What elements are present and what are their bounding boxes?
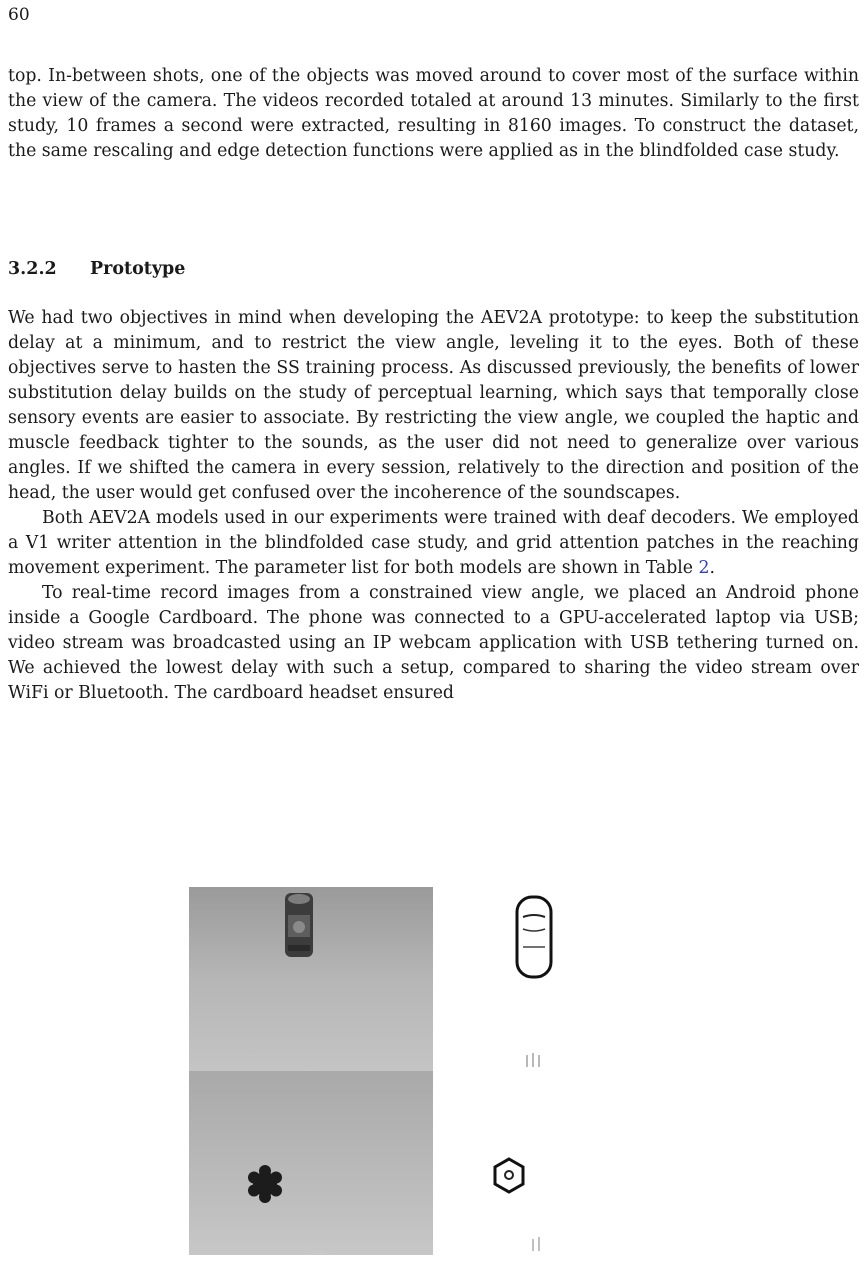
figure <box>189 887 679 1255</box>
paragraph-top <box>8 64 859 164</box>
gear-photo-image <box>189 1071 433 1255</box>
gear-edges-image <box>435 1071 679 1255</box>
paragraph-2 <box>8 506 859 581</box>
body-text <box>8 306 859 706</box>
table-reference-link[interactable]: 2 <box>698 558 710 578</box>
paragraph-text: top. In-between shots, one of the objects was moved around to cover most of the surface within the view of the camera. The videos recorded totaled at around 13 minutes. Similarly to the first study, 10 frames a second were extracted, resulting in 8160 images. To construct the dataset, the same rescaling and edge detection functions were applied as in the blindfolded case study. <box>8 66 859 161</box>
paragraph-2-end: . <box>709 558 715 578</box>
can-photo-image <box>189 887 433 1071</box>
paragraph-2-text: Both AEV2A models used in our experiments were trained with deaf decoders. We employed a V1 writer attention in the blindfolded case study, and grid attention patches in the reaching movement experiment. The parameter list for both models are shown in Table <box>8 508 859 578</box>
gear-photo <box>189 1071 433 1255</box>
paragraph-1: We had two objectives in mind when developing the AEV2A prototype: to keep the substitution delay at a minimum, and to restrict the view angle, leveling it to the eyes. Both of these objectives serve to hasten the SS training process. As discussed previously, the benefits of lower substitution delay builds on the study of perceptual learning, which says that temporally close sensory events are easier to associate. By restricting the view angle, we coupled the haptic and muscle feedback tighter to the sounds, as the user did not need to generalize over various angles. If we shifted the camera in every session, relatively to the direction and position of the head, the user would get confused over the incoherence of the soundscapes. <box>8 308 859 503</box>
section-title: Prototype <box>90 259 186 279</box>
gear-edges <box>435 1071 679 1255</box>
can-photo <box>189 887 433 1071</box>
section-number: 3.2.2 <box>8 259 57 279</box>
paragraph-3: To real-time record images from a constrained view angle, we placed an Android phone inside a Google Cardboard. The phone was connected to a GPU-accelerated laptop via USB; video stream was broadcasted using an IP webcam application with USB tethering turned on. We achieved the lowest delay with such a setup, compared to sharing the video stream over WiFi or Bluetooth. The cardboard headset ensured <box>8 583 859 703</box>
section-heading <box>8 259 185 279</box>
can-edges <box>435 887 679 1071</box>
page-number: 60 <box>8 5 30 25</box>
can-edges-image <box>435 887 679 1071</box>
